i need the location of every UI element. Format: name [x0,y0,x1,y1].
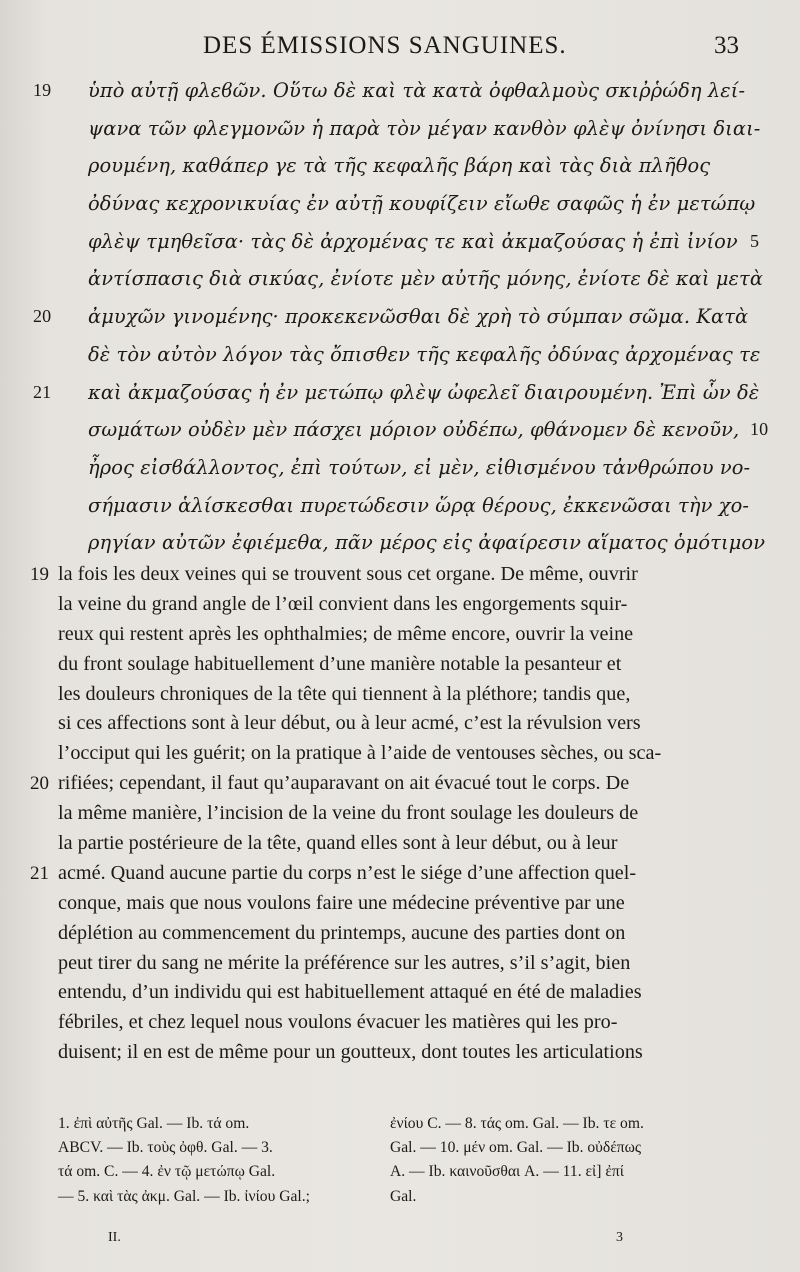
greek-line [0,298,748,336]
greek-line [0,487,748,525]
line-text: φλὲψ τμηθεῖσα· τὰς δὲ ἀρχομένας τε καὶ ἀκμαζούσας ἡ ἐπὶ ἰνίον [88,229,738,253]
line-text: ρηγίαν αὐτῶν ἐφιέμεθα, πᾶν μέρος εἰς ἀφαίρεσιν αἵματος ὁμότιμον [88,531,766,555]
footnotes-left-column [58,1112,378,1209]
page-number: 33 [714,32,739,59]
line-text: rifiées; cependant, il faut qu’auparavant on ait évacué tout le corps. De [58,772,630,795]
french-translation [0,560,800,1068]
greek-line [0,185,756,223]
line-text: fébriles, et chez lequel nous voulons évacuer les matières qui les pro- [58,1011,618,1034]
line-text: ρουμένη, καθάπερ γε τὰ τῆς κεφαλῆς βάρη καὶ τὰς διὰ πλῆθος [88,154,711,178]
greek-line [0,336,761,374]
line-text: σήμασιν ἁλίσκεσθαι πυρετώδεσιν ὥρᾳ θέρους, ἐκκενῶσαι τὴν χο- [88,493,750,517]
french-line [0,919,730,949]
greek-line [0,449,751,487]
line-text: acmé. Quand aucune partie du corps n’est le siége d’une affection quel- [58,861,637,884]
greek-line [0,374,760,412]
line-text: duisent; il en est de même pour un goutteux, dont toutes les articulations [58,1041,643,1064]
line-text: ἀντίσπασις διὰ σικύας, ἐνίοτε μὲν αὐτῆς μόνης, ἐνίοτε δὲ καὶ μετὰ [88,267,764,291]
footnote-line: Gal. — 10. μέν om. Gal. — Ib. οὐδέπως [390,1139,642,1157]
greek-text [0,72,800,562]
french-line [0,889,730,919]
footnote-line: A. — Ib. καινοῦσθαι A. — 11. εἰ] ἐπί [390,1163,624,1181]
line-text: la partie postérieure de la tête, quand elles sont à leur début, ou à leur [58,832,618,855]
footnote-line: 1. ἐπὶ αὐτῆς Gal. — Ib. τά om. [58,1115,250,1132]
line-text: καὶ ἀκμαζούσας ἡ ἐν μετώπῳ φλὲψ ὠφελεῖ διαιρουμένη. Ἐπὶ ὧν δὲ [88,380,760,404]
footnote-line: ABCV. — Ib. τοὺς ὀφθ. Gal. — 3. [58,1139,273,1157]
line-text: déplétion au commencement du printemps, aucune des parties dont on [58,921,626,944]
french-line [0,949,730,979]
line-text: δὲ τὸν αὐτὸν λόγον τὰς ὄπισθεν τῆς κεφαλῆς ὀδύνας ἀρχομένας τε [88,342,761,366]
margin-line-number: 5 [750,230,760,251]
line-text: ὑπὸ αὐτῇ φλεϐῶν. Οὕτω δὲ καὶ τὰ κατὰ ὀφθαλμοὺς σκιῤῥώδη λεί- [88,79,746,102]
french-line [0,978,730,1008]
footnote-line: τά om. C. — 4. ἐν τῷ μετώπῳ Gal. [58,1163,276,1181]
line-number: 21 [33,381,52,402]
french-line [0,709,730,739]
line-text: la même manière, l’incision de la veine du front soulage les douleurs de [58,802,639,825]
line-text: peut tirer du sang ne mérite la préférence sur les autres, s’il s’agit, bien [58,951,631,974]
greek-line [0,147,748,185]
footnote-line: ἐνίου C. — 8. τάς om. Gal. — Ib. τε om. [390,1115,644,1132]
running-title: DES ÉMISSIONS SANGUINES. [203,32,567,59]
signature-mark: II. [108,1230,121,1245]
footnotes-right-column [390,1112,735,1209]
signature-number: 3 [616,1230,623,1245]
line-text: l’occiput qui les guérit; on la pratique à l’aide de ventouses sèches, ou sca- [58,742,662,765]
french-line [0,739,730,769]
footnote-line: Gal. [390,1187,417,1205]
line-number: 20 [30,773,49,795]
line-text: la fois les deux veines qui se trouvent sous cet organe. De même, ouvrir [58,563,638,585]
greek-line [0,260,764,298]
line-text: la veine du grand angle de l’œil convient dans les engorgements squir- [58,592,628,615]
french-line [0,799,730,829]
line-text: si ces affections sont à leur début, ou à leur acmé, c’est la révulsion vers [58,712,641,735]
french-line [0,560,730,590]
line-text: ἦρος εἰσϐάλλοντος, ἐπὶ τούτων, εἰ μὲν, εἰθισμένου τἀνθρώπου νο- [88,455,751,479]
line-number: 21 [30,862,49,884]
french-line [0,620,730,650]
line-text: reux qui restent après les ophthalmies; de même encore, ouvrir la veine [58,622,634,645]
french-line [0,680,730,710]
french-line [0,829,730,859]
line-number: 19 [33,80,52,100]
line-text: ὀδύνας κεχρονικυίας ἐν αὐτῇ κουφίζειν εἴωθε σαφῶς ἡ ἐν μετώπῳ [88,192,756,216]
line-text: σωμάτων οὐδὲν μὲν πάσχει μόριον οὐδέπω, φθάνομεν δὲ κενοῦν, [88,418,740,442]
greek-line [0,223,760,261]
french-line [0,590,730,620]
french-line [0,650,730,680]
french-line [0,1008,730,1038]
line-text: entendu, d’un individu qui est habituellement attaqué en été de maladies [58,981,642,1004]
footnote-line: — 5. καὶ τὰς ἀκμ. Gal. — Ib. ἰνίου Gal.; [58,1187,310,1205]
french-line [0,1038,730,1068]
line-number: 20 [33,306,52,327]
french-line [0,859,730,889]
line-text: du front soulage habituellement d’une manière notable la pesanteur et [58,652,622,675]
line-text: conque, mais que nous voulons faire une médecine préventive par une [58,891,625,914]
greek-line [0,411,769,449]
line-text: ἀμυχῶν γινομένης· προκεκενῶσθαι δὲ χρὴ τὸ σύμπαν σῶμα. Κατὰ [88,305,749,329]
page-header [0,30,800,70]
line-number: 19 [30,564,49,585]
line-text: les douleurs chroniques de la tête qui tiennent à la pléthore; tandis que, [58,682,631,705]
greek-line [0,524,766,562]
line-text: ψανα τῶν φλεγμονῶν ἡ παρὰ τὸν μέγαν κανθὸν φλὲψ ὀνίνησι διαι- [88,116,761,140]
greek-line [0,110,761,148]
french-line [0,769,730,799]
margin-line-number: 10 [750,419,769,440]
greek-line [0,72,748,110]
